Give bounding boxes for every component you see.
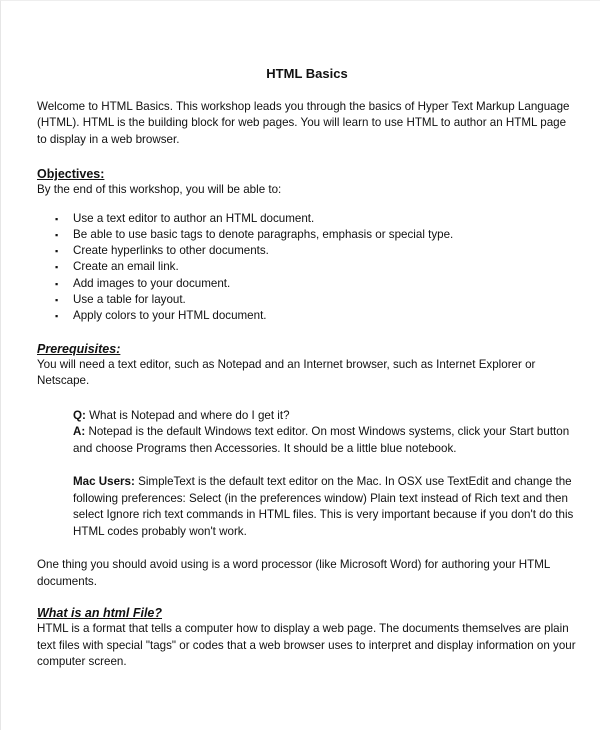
objectives-lead: By the end of this workshop, you will be able to: xyxy=(37,183,282,196)
list-item-text: Create an email link. xyxy=(73,260,179,274)
list-item-text: Use a text editor to author an HTML document. xyxy=(73,211,315,225)
mac-text: SimpleText is the default text editor on the Mac. In OSX use TextEdit and change the following preferences: Select (in the preferences window) Plain text instead of Rich text and then select Ignore rich text commands in HTML files. This is very important because if you don't do this HTML codes probably won't work. xyxy=(73,475,574,538)
list-item-text: Create hyperlinks to other documents. xyxy=(73,244,269,258)
html-file-text: HTML is a format that tells a computer how to display a web page. The documents themselves are plain text files with special "tags" or codes that a web browser uses to interpret and display information on your computer screen. xyxy=(37,622,576,669)
list-item-text: Apply colors to your HTML document. xyxy=(73,309,267,323)
list-item xyxy=(55,308,577,324)
list-item xyxy=(55,259,577,275)
bullet-icon: ▪ xyxy=(55,262,59,273)
notepad-qa xyxy=(73,408,577,458)
objectives-list xyxy=(37,211,577,325)
answer-text: Notepad is the default Windows text editor. On most Windows systems, click your Start button and choose Programs then Accessories. It should be a little blue notebook. xyxy=(73,425,570,455)
bullet-icon: ▪ xyxy=(55,278,59,289)
answer-line xyxy=(73,424,577,457)
avoid-paragraph: One thing you should avoid using is a word processor (like Microsoft Word) for authoring your HTML documents. xyxy=(37,558,550,588)
list-item xyxy=(55,243,577,259)
question-label: Q: xyxy=(73,408,86,422)
bullet-icon: ▪ xyxy=(55,294,59,305)
html-file-heading: What is an html File? xyxy=(37,606,163,621)
prerequisites-heading: Prerequisites: xyxy=(37,341,121,356)
question-line xyxy=(73,408,577,425)
mac-users-note xyxy=(73,474,577,540)
list-item-text: Use a table for layout. xyxy=(73,292,186,306)
mac-label: Mac Users: xyxy=(73,475,135,489)
answer-label: A: xyxy=(73,425,86,439)
prerequisites-text: You will need a text editor, such as Notepad and an Internet browser, such as Internet Explorer or Netscape. xyxy=(37,357,536,388)
list-item-text: Be able to use basic tags to denote paragraphs, emphasis or special type. xyxy=(73,227,454,241)
bullet-icon: ▪ xyxy=(55,229,59,240)
intro-paragraph: Welcome to HTML Basics. This workshop leads you through the basics of Hyper Text Markup Language (HTML). HTML is the building block for web pages. You will learn to use HTML to author an HTML page to display in a web browser. xyxy=(37,99,570,146)
list-item xyxy=(55,211,577,227)
bullet-icon: ▪ xyxy=(55,246,59,257)
question-text: What is Notepad and where do I get it? xyxy=(85,408,290,422)
list-item xyxy=(55,276,577,292)
list-item-text: Add images to your document. xyxy=(73,276,231,290)
bullet-icon: ▪ xyxy=(55,311,59,322)
bullet-icon: ▪ xyxy=(55,213,59,224)
list-item xyxy=(55,227,577,243)
document-body xyxy=(37,66,577,671)
list-item xyxy=(55,292,577,308)
document-title: HTML Basics xyxy=(266,66,348,81)
objectives-heading: Objectives: xyxy=(37,167,105,181)
mac-line xyxy=(73,474,577,540)
